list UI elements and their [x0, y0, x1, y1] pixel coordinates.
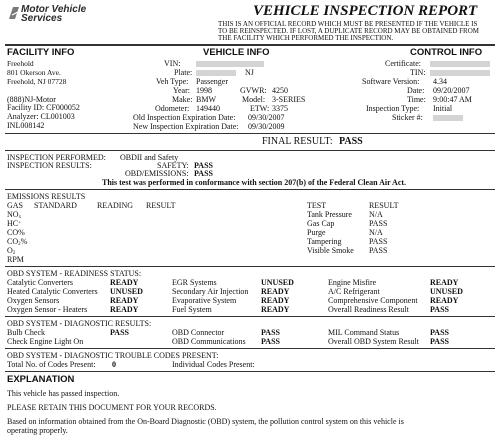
etw-value: 3375	[272, 104, 288, 113]
notice-line-1: THIS IS AN OFFICIAL RECORD WHICH MUST BE PRESENTED IF THE VEHICLE IS	[218, 20, 478, 28]
facility-address2: Freehold, NJ 07728	[7, 77, 67, 86]
mil-status-label: MIL Command Status	[328, 328, 400, 337]
overall-obd-label: Overall OBD System Result	[328, 337, 419, 346]
readiness-egr: EGR Systems	[172, 278, 217, 287]
mil-status-value: PASS	[430, 328, 449, 337]
col-reading: READING	[97, 201, 133, 210]
bulb-check-label: Bulb Check	[7, 328, 45, 337]
inspection-divider	[5, 189, 495, 190]
final-result-label: FINAL RESULT:	[262, 136, 333, 147]
software-value: 4.34	[433, 77, 447, 86]
readiness-egr-value: UNUSED	[261, 278, 294, 287]
performed-value: OBDII and Safety	[120, 153, 179, 162]
plate-state: NJ	[245, 68, 254, 77]
vehicle-heading: VEHICLE INFO	[203, 47, 270, 58]
insp-type-value: Initial	[433, 104, 453, 113]
control-heading: CONTROL INFO	[410, 47, 483, 58]
explanation-heading: EXPLANATION	[7, 374, 75, 385]
test-result-head: RESULT	[369, 201, 399, 210]
clean-air-act-note: This test was performed in conformance with section 207(b) of the Federal Clean Air Act.	[102, 178, 407, 187]
date-value: 09/20/2007	[433, 86, 470, 95]
explanation-line1: This vehicle has passed inspection.	[7, 389, 120, 398]
gas-co2-pct: $CO_2\%$	[7, 237, 28, 247]
readiness-comprehensive: Comprehensive Component	[328, 296, 418, 305]
test-tampering-result: PASS	[369, 237, 388, 246]
model-label: Model:	[242, 95, 266, 104]
readiness-divider	[5, 316, 495, 317]
readiness-fuel: Fuel System	[172, 305, 212, 314]
readiness-o2-heaters: Oxygen Sensor - Heaters	[7, 305, 88, 314]
test-visible-smoke-result: PASS	[369, 246, 388, 255]
final-result-divider	[5, 150, 495, 151]
date-label: Date:	[407, 86, 425, 95]
test-head: TEST	[307, 201, 327, 210]
readiness-secondary-air-value: READY	[261, 287, 290, 296]
readiness-heated-cat-value: UNUSED	[110, 287, 143, 296]
etw-label: ETW:	[250, 104, 270, 113]
model-value: 3-SERIES	[272, 95, 306, 104]
logo-line1: Motor Vehicle	[21, 4, 87, 15]
software-label: Software Version:	[362, 77, 420, 86]
performed-label: INSPECTION PERFORMED:	[7, 153, 106, 162]
odometer-label: Odometer:	[155, 104, 190, 113]
readiness-misfire-value: READY	[430, 278, 459, 287]
obd-emissions-value: PASS	[194, 169, 213, 178]
inl-number: INL008142	[7, 121, 45, 130]
vin-label: VIN:	[164, 59, 181, 68]
facility-name: Freehold	[7, 59, 34, 68]
gvwr-label: GVWR:	[240, 86, 267, 95]
test-purge-result: N/A	[369, 228, 383, 237]
readiness-misfire: Engine Misfire	[328, 278, 377, 287]
readiness-heated-cat: Heated Catalytic Converters	[7, 287, 98, 296]
notice-line-2: TO BE REINSPECTED. IF LOST, A DUPLICATE RECORD MAY BE OBTAINED FROM	[218, 27, 479, 35]
test-gas-cap: Gas Cap	[307, 219, 335, 228]
readiness-evap: Evaporative System	[172, 296, 237, 305]
year-value: 1998	[196, 86, 212, 95]
logo-line2: Services	[21, 13, 63, 24]
report-title: VEHICLE INSPECTION REPORT	[253, 3, 478, 19]
gas-rpm: RPM	[7, 255, 24, 264]
new-exp-label: New Inspection Expiration Date:	[133, 122, 239, 131]
notice-line-3: THE FACILITY WHICH PERFORMED THE INSPECTION.	[218, 34, 394, 42]
readiness-cat-conv-value: READY	[110, 278, 139, 287]
emissions-heading: EMISSIONS RESULTS	[7, 192, 86, 201]
time-value: 9:00:47 AM	[433, 95, 472, 104]
readiness-fuel-value: READY	[261, 305, 290, 314]
gas-hc: HC+	[7, 219, 21, 228]
veh-type-label: Veh Type:	[156, 77, 189, 86]
plate-label: Plate:	[174, 68, 193, 77]
mvs-logo-icon	[7, 5, 21, 21]
emissions-divider	[5, 266, 495, 267]
tin-label: TIN:	[410, 68, 426, 77]
readiness-o2-heaters-value: READY	[110, 305, 139, 314]
facility-id: Facility ID: CF000052	[7, 103, 80, 112]
vin-redacted	[196, 61, 264, 67]
test-tampering: Tampering	[307, 237, 342, 246]
total-codes-value: 0	[112, 360, 116, 369]
gas-o2: $O_2$	[7, 246, 16, 256]
test-visible-smoke: Visible Smoke	[307, 246, 354, 255]
test-purge: Purge	[307, 228, 326, 237]
obd-connector-value: PASS	[261, 328, 280, 337]
gas-nox: $NO_x$	[7, 210, 22, 220]
readiness-ac: A/C Refrigerant	[328, 287, 380, 296]
readiness-overall: Overall Readiness Result	[328, 305, 409, 314]
safety-value: PASS	[194, 161, 213, 170]
diagnostic-heading: OBD SYSTEM - DIAGNOSTIC RESULTS:	[7, 319, 152, 328]
readiness-comprehensive-value: READY	[430, 296, 459, 305]
individual-codes-label: Individual Codes Present:	[172, 360, 255, 369]
obd-comm-label: OBD Communications	[172, 337, 246, 346]
make-value: BMW	[196, 95, 216, 104]
gas-co-pct: CO%	[7, 228, 25, 237]
overall-obd-value: PASS	[430, 337, 449, 346]
plate-redacted	[196, 70, 236, 76]
facility-heading: FACILITY INFO	[7, 47, 75, 58]
readiness-overall-value: PASS	[430, 305, 449, 314]
results-label: INSPECTION RESULTS:	[7, 161, 92, 170]
tin-redacted	[430, 70, 490, 76]
readiness-evap-value: READY	[261, 296, 290, 305]
info-divider	[5, 133, 495, 134]
obd-emissions-label: OBD/EMISSIONS:	[125, 169, 189, 178]
col-gas: GAS	[7, 201, 24, 210]
explanation-line3: Based on information obtained from the On-Board Diagnostic (OBD) system, the pollution control system on this vehicle is	[7, 417, 404, 426]
check-engine-label: Check Engine Light On	[7, 337, 84, 346]
insp-type-label: Inspection Type:	[366, 104, 420, 113]
veh-type-value: Passenger	[196, 77, 228, 86]
col-standard: STANDARD	[34, 201, 77, 210]
readiness-secondary-air: Secondary Air Injection	[172, 287, 249, 296]
old-exp-value: 09/30/2007	[248, 113, 285, 122]
gvwr-value: 4250	[272, 86, 288, 95]
odometer-value: 149440	[196, 104, 220, 113]
certificate-redacted	[430, 61, 490, 67]
readiness-heading: OBD SYSTEM - READINESS STATUS:	[7, 269, 142, 278]
bulb-check-value: PASS	[110, 328, 129, 337]
test-tank-pressure: Tank Pressure	[307, 210, 352, 219]
sticker-redacted	[433, 115, 463, 121]
trouble-divider	[5, 371, 495, 372]
make-label: Make:	[172, 95, 193, 104]
readiness-o2-sensors: Oxygen Sensors	[7, 296, 60, 305]
analyzer-id: Analyzer: CL001003	[7, 112, 75, 121]
explanation-line2: PLEASE RETAIN THIS DOCUMENT FOR YOUR RECORDS.	[7, 403, 217, 412]
readiness-cat-conv: Catalytic Converters	[7, 278, 73, 287]
facility-phone: (888)NJ-Motor	[7, 95, 56, 104]
old-exp-label: Old Inspection Expiration Date:	[133, 113, 236, 122]
facility-address1: 801 Okerson Ave.	[7, 68, 61, 77]
sticker-label: Sticker #:	[392, 113, 423, 122]
new-exp-value: 09/30/2009	[248, 122, 285, 131]
readiness-o2-sensors-value: READY	[110, 296, 139, 305]
trouble-heading: OBD SYSTEM - DIAGNOSTIC TROUBLE CODES PRESENT:	[7, 351, 219, 360]
safety-label: SAFETY:	[157, 161, 189, 170]
obd-connector-label: OBD Connector	[172, 328, 225, 337]
header-divider	[5, 44, 495, 46]
explanation-line4: operating properly.	[7, 426, 68, 435]
final-result-value: PASS	[339, 136, 363, 147]
readiness-ac-value: UNUSED	[430, 287, 463, 296]
test-gas-cap-result: PASS	[369, 219, 388, 228]
total-codes-label: Total No. of Codes Present:	[7, 360, 96, 369]
obd-comm-value: PASS	[261, 337, 280, 346]
time-label: Time:	[407, 95, 426, 104]
test-tank-pressure-result: N/A	[369, 210, 383, 219]
certificate-label: Certificate:	[385, 59, 421, 68]
diagnostic-divider	[5, 348, 495, 349]
col-result: RESULT	[146, 201, 176, 210]
year-label: Year:	[173, 86, 190, 95]
